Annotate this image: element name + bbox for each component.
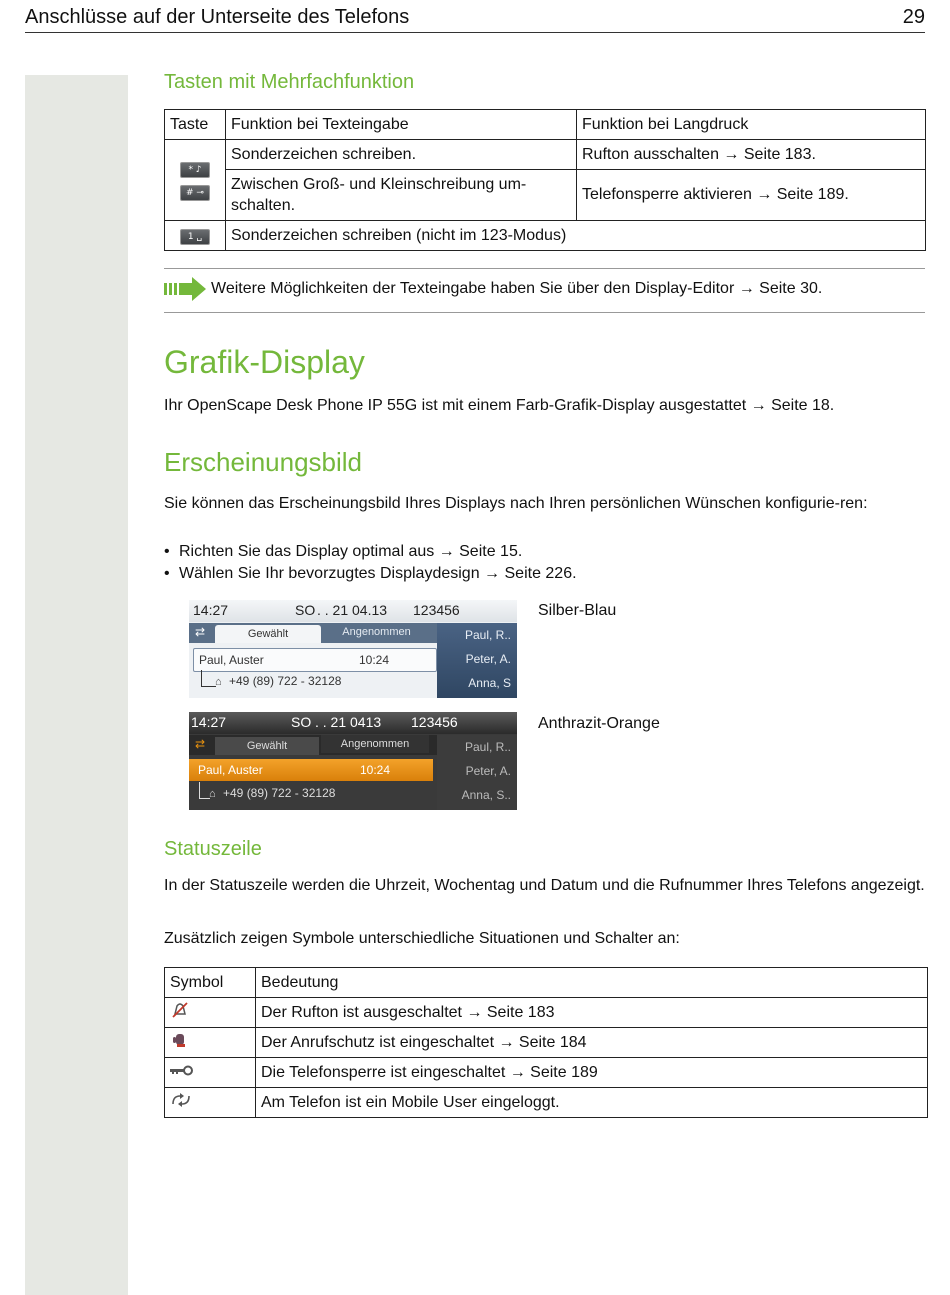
status-time: 14:27 [193,602,229,618]
page-number: 29 [902,6,925,28]
home-icon: ⌂ [209,788,216,800]
mobile-user-icon: ⇄ [195,737,206,751]
table-row [165,1088,928,1118]
symbols-table [164,967,928,1118]
one-key-icon: 1 ␣ [180,229,210,245]
table-row [165,998,928,1028]
key-cell [165,221,226,251]
note-rule-bottom [164,312,925,313]
text-input-cell: Sonderzeichen schreiben (nicht im 123-Modus) [226,221,926,251]
bullet-text: Richten Sie das Display optimal aus → Seite 15. [179,543,523,560]
star-key-icon: * ♪ [180,162,210,178]
table-row [165,170,926,221]
side-list-item: Anna, S.. [461,788,511,802]
symbol-cell [165,998,256,1028]
erscheinung-intro: Sie können das Erscheinungsbild Ihres Displays nach Ihren persönlichen Wünschen konfigurie-ren: [164,495,868,512]
keys-table [164,109,926,251]
status-day: SO [291,714,312,730]
display-label: Anthrazit-Orange [538,715,660,732]
entry-time: 10:24 [360,763,391,777]
symbol-cell [165,1088,256,1118]
note-rule-top [164,268,925,269]
status-number: 123456 [413,602,460,618]
statuszeile-text: In der Statuszeile werden die Uhrzeit, Wochentag und Datum und die Rufnummer Ihres Telefons angezeigt. [164,877,925,894]
home-icon: ⌂ [215,676,222,688]
bullet-text: Wählen Sie Ihr bevorzugtes Displaydesign → Seite 226. [179,565,577,582]
arrow-right-icon [164,277,206,301]
entry-name: Paul, Auster [199,653,264,667]
list-item: • Richten Sie das Display optimal aus → Seite 15. [164,543,523,560]
symbols-table-header [165,968,928,998]
section-title-statuszeile: Statuszeile [164,838,262,860]
side-list [437,735,517,810]
phone-lock-key-icon [170,1064,194,1081]
long-press-cell: Rufton ausschalten → Seite 183. [577,140,926,170]
table-row [165,140,926,170]
status-bar [189,712,517,734]
side-list-item: Peter, A. [465,652,511,666]
section-title-erscheinung: Erscheinungsbild [164,447,363,477]
status-time: 14:27 [191,714,227,730]
col-header: Funktion bei Langdruck [577,110,926,140]
col-header: Bedeutung [256,968,928,998]
status-date: . . 21 04.13 [317,602,388,618]
mobile-user-icon [170,1095,192,1112]
col-header: Funktion bei Texteingabe [226,110,577,140]
list-item-selected [193,648,437,672]
tab-gewaehlt: Gewählt [215,625,321,643]
statuszeile-text-2: Zusätzlich zeigen Symbole unterschiedliche Situationen und Schalter an: [164,930,680,947]
entry-name: Paul, Auster [198,763,263,777]
side-list-item: Paul, R.. [464,740,511,754]
display-label: Silber-Blau [538,602,617,619]
keys-table-header [165,110,926,140]
status-number: 123456 [411,714,458,730]
table-row [165,1058,928,1088]
side-list-item: Peter, A. [465,764,511,778]
tab-bar [189,735,437,755]
list-item-selected [189,759,433,781]
page-header-title: Anschlüsse auf der Unterseite des Telefons [25,6,410,28]
mobile-user-icon: ⇄ [195,625,206,639]
list-item: • Wählen Sie Ihr bevorzugtes Displaydesign → Seite 226. [164,565,577,582]
side-list [437,623,517,698]
margin-column [25,75,128,1295]
status-bar [189,600,517,622]
symbol-cell [165,1028,256,1058]
section-title-keys: Tasten mit Mehrfachfunktion [164,71,415,93]
hash-key-icon: # ⊸ [180,185,210,201]
col-header: Symbol [165,968,256,998]
status-day: SO [295,602,316,618]
tab-angenommen: Angenommen [321,735,429,753]
meaning-cell: Am Telefon ist ein Mobile User eingeloggt. [256,1088,928,1118]
grafik-text: Ihr OpenScape Desk Phone IP 55G ist mit einem Farb-Grafik-Display ausgestattet → Seite 18. [164,397,835,414]
entry-time: 10:24 [359,653,390,667]
col-header: Taste [165,110,226,140]
text-input-cell: Sonderzeichen schreiben. [226,140,577,170]
key-cell [165,140,226,221]
tab-gewaehlt: Gewählt [215,737,319,755]
meaning-cell: Der Rufton ist ausgeschaltet → Seite 183 [256,998,928,1028]
entry-number: +49 (89) 722 - 32128 [229,674,342,688]
display-anthracite-orange [189,712,517,810]
display-silver-blue [189,600,517,698]
header-rule [25,32,925,33]
note-text: Weitere Möglichkeiten der Texteingabe haben Sie über den Display-Editor → Seite 30. [211,280,823,297]
text-input-cell: Zwischen Groß- und Kleinschreibung um-schalten. [226,170,577,221]
symbol-cell [165,1058,256,1088]
meaning-cell: Der Anrufschutz ist eingeschaltet → Seite 184 [256,1028,928,1058]
side-list-item: Paul, R.. [464,628,511,642]
table-row [165,1028,928,1058]
tab-bar [189,623,437,643]
ringer-off-icon [170,1006,190,1023]
do-not-disturb-hand-icon [170,1036,190,1053]
tree-connector [201,670,216,687]
tab-angenommen: Angenommen [342,626,411,638]
entry-number: +49 (89) 722 - 32128 [223,786,336,800]
long-press-cell: Telefonsperre aktivieren → Seite 189. [577,170,926,221]
status-date: . . 21 0413 [315,714,382,730]
table-row [165,221,926,251]
meaning-cell: Die Telefonsperre ist eingeschaltet → Seite 189 [256,1058,928,1088]
side-list-item: Anna, S [468,676,511,690]
section-title-grafik: Grafik-Display [164,344,365,380]
